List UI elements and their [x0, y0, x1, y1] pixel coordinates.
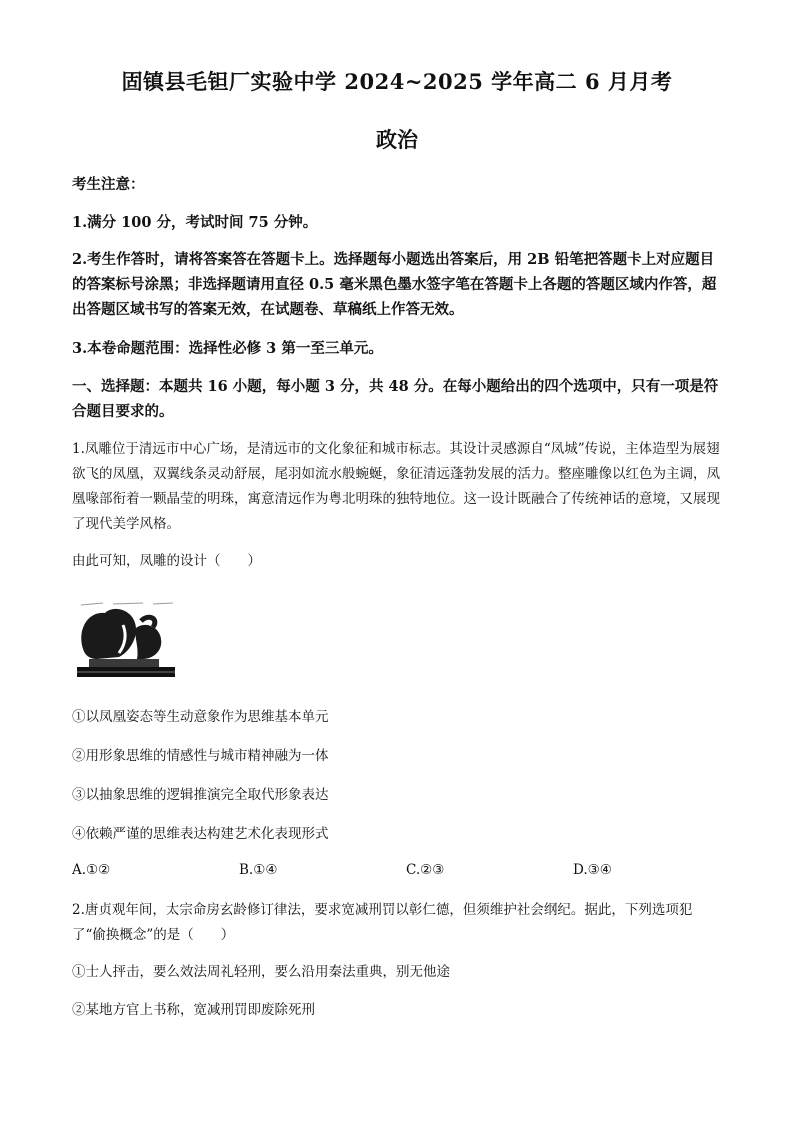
phoenix-sculpture-image [73, 601, 179, 681]
question-1-statement-2: ②用形象思维的情感性与城市精神融为一体 [72, 748, 329, 764]
notice-item-2: 2.考生作答时，请将答案答在答题卡上。选择题每小题选出答案后，用 2B 铅笔把答题卡上对应题目的答案标号涂黑；非选择题请用直径 0.5 毫米黑色墨水签字笔在答题卡上各题的答题区域内作答，超出答题区域书写的答案无效，在试题卷、草稿纸上作答无效。 [72, 251, 717, 318]
notice-heading: 考生注意： [72, 176, 145, 193]
question-1-option-a: A.①② [72, 862, 111, 878]
question-1-statement-4: ④依赖严谨的思维表达构建艺术化表现形式 [72, 826, 329, 842]
exam-title: 固镇县毛钽厂实验中学 2024~2025 学年高二 6 月月考 [121, 69, 673, 94]
notice-item-1: 1.满分 100 分，考试时间 75 分钟。 [72, 214, 318, 231]
question-1-statement-1: ①以凤凰姿态等生动意象作为思维基本单元 [72, 709, 329, 725]
question-1-option-b: B.①④ [239, 862, 278, 878]
question-2-statement-1: ①士人抨击，要么效法周礼轻刑，要么沿用秦法重典，别无他途 [72, 964, 450, 980]
section-heading: 一、选择题：本题共 16 小题，每小题 3 分，共 48 分。在每小题给出的四个选项中，只有一项是符合题目要求的。 [72, 378, 719, 420]
question-2-statement-2: ②某地方官上书称，宽减刑罚即废除死刑 [72, 1002, 315, 1018]
question-1-stem: 1.凤雕位于清远市中心广场，是清远市的文化象征和城市标志。其设计灵感源自“凤城”传说，主体造型为展翅欲飞的凤凰，双翼线条灵动舒展，尾羽如流水般蜿蜒，象征清远蓬勃发展的活力。整座雕像以红色为主调，凤凰喙部衔着一颗晶莹的明珠，寓意清远作为粤北明珠的独特地位。这一设计既融合了传统神话的意境，又展现了现代美学风格。 [72, 441, 720, 532]
question-2-stem: 2.唐贞观年间，太宗命房玄龄修订律法，要求宽减刑罚以彰仁德，但须维护社会纲纪。据此，下列选项犯了“偷换概念”的是（ ） [72, 902, 693, 943]
question-1-statement-3: ③以抽象思维的逻辑推演完全取代形象表达 [72, 787, 329, 803]
question-1-option-d: D.③④ [573, 862, 612, 878]
notice-item-3: 3.本卷命题范围：选择性必修 3 第一至三单元。 [72, 340, 383, 357]
question-1-prompt: 由此可知，凤雕的设计（ ） [72, 553, 261, 569]
exam-subject: 政治 [376, 127, 418, 152]
question-1-option-c: C.②③ [406, 862, 445, 878]
